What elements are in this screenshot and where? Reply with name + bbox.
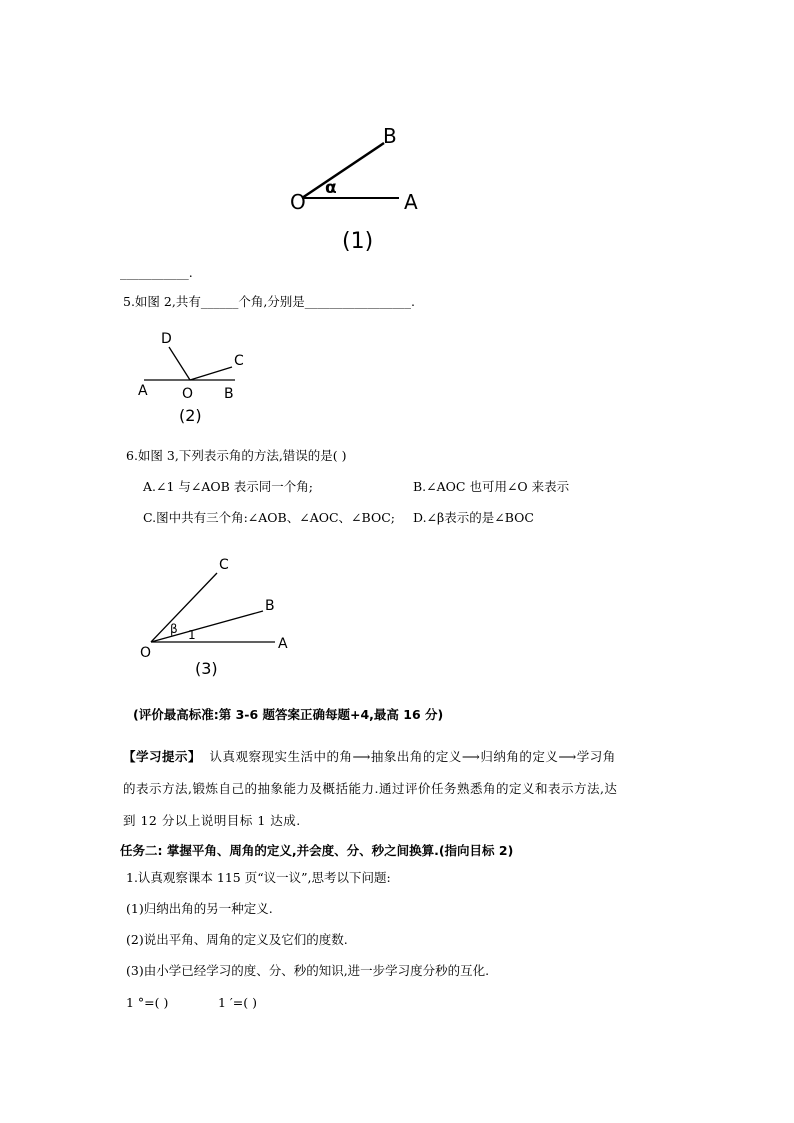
label-1: 1 [188, 628, 196, 642]
figure-2-caption: (2) [179, 406, 202, 425]
task-2-title: 任务二: 掌握平角、周角的定义,并会度、分、秒之间换算.(指向目标 2) [120, 843, 514, 858]
label-c: C [234, 353, 244, 369]
figure-1-caption: (1) [342, 229, 374, 254]
label-beta: β [170, 622, 178, 636]
task-2-item-1: 1.认真观察课本 115 页“议一议”,思考以下问题: [126, 870, 391, 885]
study-tip-heading: 【学习提示】 [123, 749, 202, 764]
study-tip-line-3: 到 12 分以上说明目标 1 达成. [123, 813, 301, 828]
figure-1 [280, 115, 440, 260]
label-a: A [138, 383, 148, 399]
label-c: C [219, 557, 229, 573]
evaluation-standard: (评价最高标准:第 3-6 题答案正确每题+4,最高 16 分) [133, 707, 444, 722]
question-5: 5.如图 2,共有______个角,分别是_________________. [123, 294, 416, 309]
figure-2 [130, 325, 260, 430]
ray-ob [151, 611, 263, 642]
task-2-sub-1: (1)归纳出角的另一种定义. [126, 901, 273, 916]
label-o: O [290, 190, 306, 214]
degree-conversion: 1 °=( ) [126, 995, 169, 1010]
label-b: B [383, 124, 397, 148]
ray-od [169, 347, 190, 380]
label-a: A [404, 190, 418, 214]
study-tip-line-1: 认真观察现实生活中的角⟶抽象出角的定义⟶归纳角的定义⟶学习角 [209, 749, 616, 764]
ray-oc [190, 367, 232, 380]
study-tip [123, 749, 683, 829]
ray-oc [151, 573, 217, 642]
label-b: B [224, 386, 234, 402]
option-d: D.∠β表示的是∠BOC [413, 510, 534, 525]
label-alpha: α [325, 178, 337, 198]
option-a: A.∠1 与∠AOB 表示同一个角; [143, 479, 314, 494]
label-b: B [265, 598, 275, 614]
label-d: D [161, 331, 172, 347]
study-tip-line-2: 的表示方法,锻炼自己的抽象能力及概括能力.通过评价任务熟悉角的定义和表示方法,达 [123, 781, 618, 796]
task-2-sub-3: (3)由小学已经学习的度、分、秒的知识,进一步学习度分秒的互化. [126, 963, 490, 978]
figure-3-caption: (3) [195, 659, 218, 678]
option-c: C.图中共有三个角:∠AOB、∠AOC、∠BOC; [143, 510, 395, 525]
task-2-sub-2: (2)说出平角、周角的定义及它们的度数. [126, 932, 348, 947]
label-a: A [278, 636, 288, 652]
label-o: O [182, 386, 194, 402]
blank-line: ___________. [120, 265, 193, 280]
option-b: B.∠AOC 也可用∠O 来表示 [413, 479, 570, 494]
figure-3 [135, 550, 300, 680]
question-6: 6.如图 3,下列表示角的方法,错误的是( ) [126, 448, 347, 463]
label-o: O [140, 645, 152, 661]
minute-conversion: 1 ′=( ) [218, 995, 257, 1010]
ray-ob [302, 143, 384, 198]
